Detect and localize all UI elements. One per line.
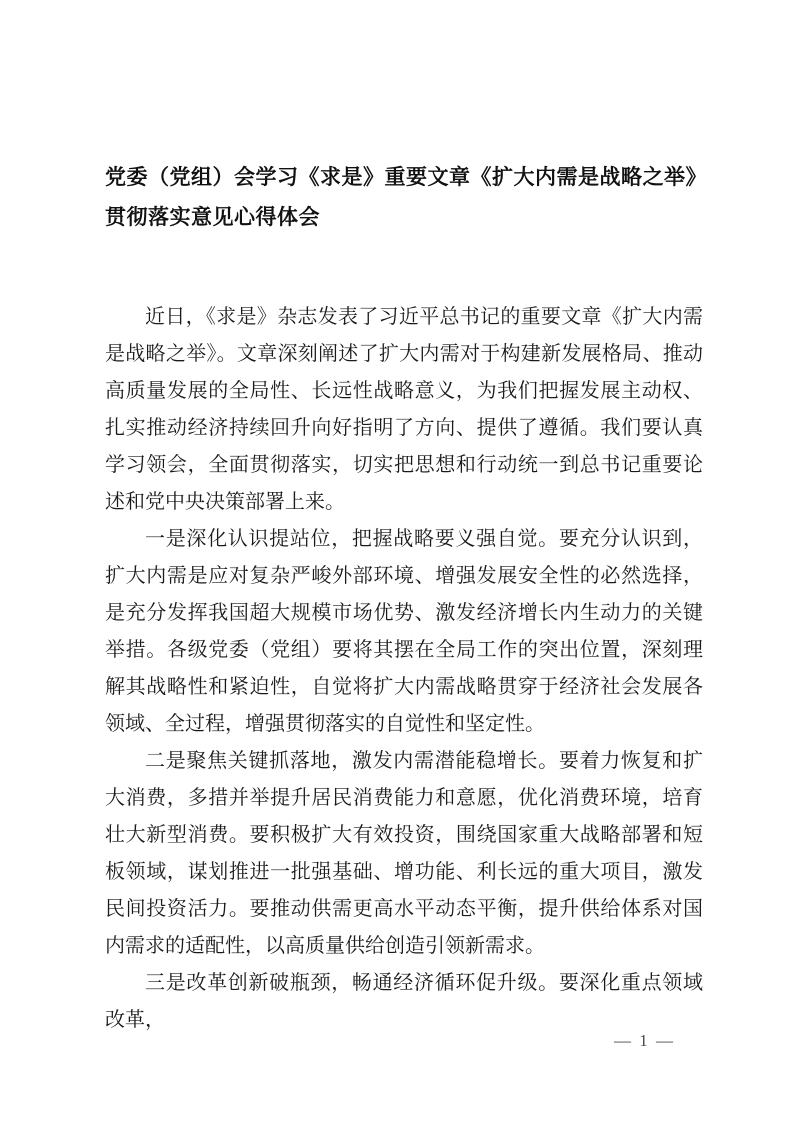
paragraph-point-3: 三是改革创新破瓶颈，畅通经济循环促升级。要深化重点领域改革， bbox=[105, 972, 703, 1031]
paragraph-point-2: 二是聚焦关键抓落地，激发内需潜能稳增长。要着力恢复和扩大消费，多措并举提升居民消费能力和意愿，优化消费环境，培育壮大新型消费。要积极扩大有效投资，围绕国家重大战略部署和短板领域，谋划推进一批强基础、增功能、利长远的重大项目，激发民间投资活力。要推动供需更高水平动态平衡，提升供给体系对国内需求的适配性，以高质量供给创造引领新需求。 bbox=[105, 750, 703, 957]
paragraph-intro: 近日，《求是》杂志发表了习近平总书记的重要文章《扩大内需是战略之举》。文章深刻阐述了扩大内需对于构建新发展格局、推动高质量发展的全局性、长远性战略意义，为我们把握发展主动权、扎实推动经济持续回升向好指明了方向、提供了遵循。我们要认真学习领会，全面贯彻落实，切实把思想和行动统一到总书记重要论述和党中央决策部署上来。 bbox=[105, 306, 703, 513]
document-body bbox=[105, 299, 703, 1039]
document-title-line-1: 党委（党组）会学习《求是》重要文章《扩大内需是战略之举》 bbox=[105, 166, 707, 189]
document-title-line-2: 贯彻落实意见心得体会 bbox=[105, 206, 320, 229]
page-footer bbox=[0, 1030, 793, 1052]
document-title bbox=[105, 158, 707, 238]
page-number: — 1 — bbox=[614, 1031, 675, 1050]
paragraph-point-1: 一是深化认识提站位，把握战略要义强自觉。要充分认识到，扩大内需是应对复杂严峻外部环境、增强发展安全性的必然选择，是充分发挥我国超大规模市场优势、激发经济增长内生动力的关键举措。各级党委（党组）要将其摆在全局工作的突出位置，深刻理解其战略性和紧迫性，自觉将扩大内需战略贯穿于经济社会发展各领域、全过程，增强贯彻落实的自觉性和坚定性。 bbox=[105, 528, 703, 735]
